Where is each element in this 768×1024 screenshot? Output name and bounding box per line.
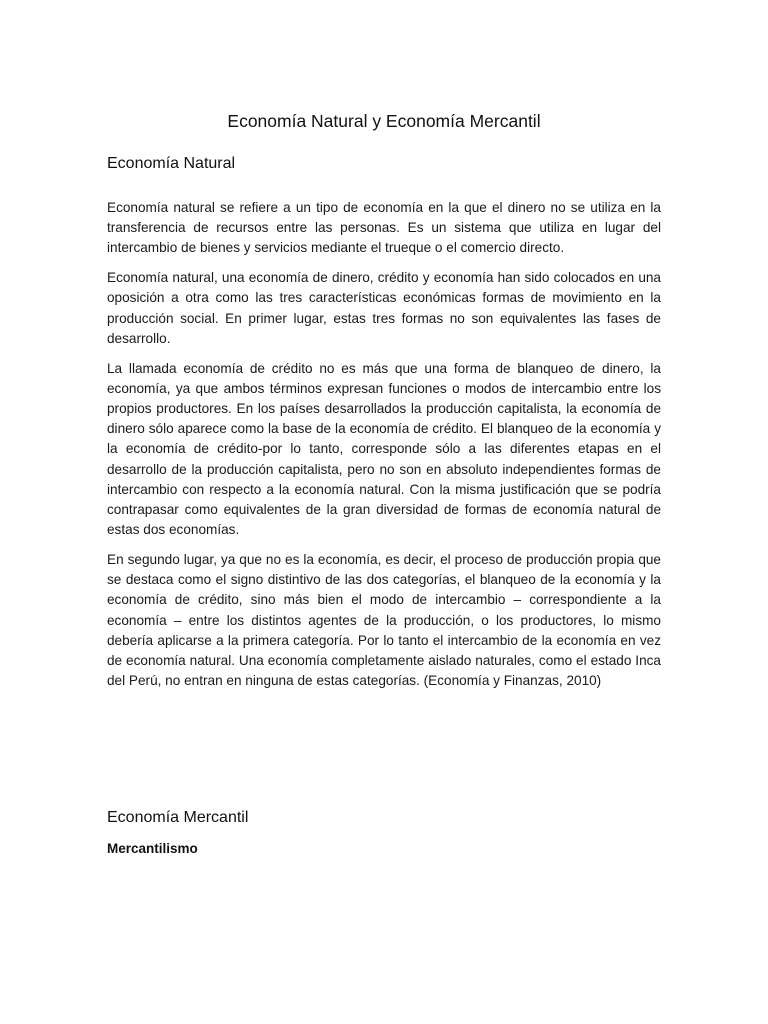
section-heading-economia-natural: Economía Natural [107,155,236,172]
paragraph-1: Economía natural se refiere a un tipo de economía en la que el dinero no se utiliza en la transferencia de recursos entre las personas. Es un sistema que utiliza en lugar del intercambio de bienes y servicios mediante el trueque o el comercio directo. [107,200,661,256]
subheading-mercantilismo: Mercantilismo [107,841,198,856]
section-body-economia-natural [107,198,661,701]
document-title: Economía Natural y Economía Mercantil [227,111,541,131]
section-heading-economia-mercantil: Economía Mercantil [107,809,249,826]
paragraph-3: La llamada economía de crédito no es más que una forma de blanqueo de dinero, la economía, ya que ambos términos expresan funciones o modos de intercambio entre los propios productores. En los países desarrollados la producción capitalista, la economía de dinero sólo aparece como la base de la economía de crédito. El blanqueo de la economía y la economía de crédito-por lo tanto, corresponde sólo a las diferentes etapas en el desarrollo de la producción capitalista, pero no son en absoluto independientes formas de intercambio con respecto a la economía natural. Con la misma justificación que se podría contrapasar como equivalentes de la gran diversidad de formas de economía natural de estas dos economías. [107,360,661,538]
paragraph-2: Economía natural, una economía de dinero, crédito y economía han sido colocados en una oposición a otra como las tres características económicas formas de movimiento en la producción social. En primer lugar, estas tres formas no son equivalentes las fases de desarrollo. [107,270,661,346]
paragraph-4: En segundo lugar, ya que no es la economía, es decir, el proceso de producción propia que se destaca como el signo distintivo de las dos categorías, el blanqueo de la economía y la economía de crédito, sino más bien el modo de intercambio – correspondiente a la economía – entre los distintos agentes de la producción, o los productores, lo mismo debería aplicarse a la primera categoría. Por lo tanto el intercambio de la economía en vez de economía natural. Una economía completamente aislado naturales, como el estado Inca del Perú, no entran en ninguna de estas categorías. (Economía y Finanzas, 2010) [107,552,661,689]
